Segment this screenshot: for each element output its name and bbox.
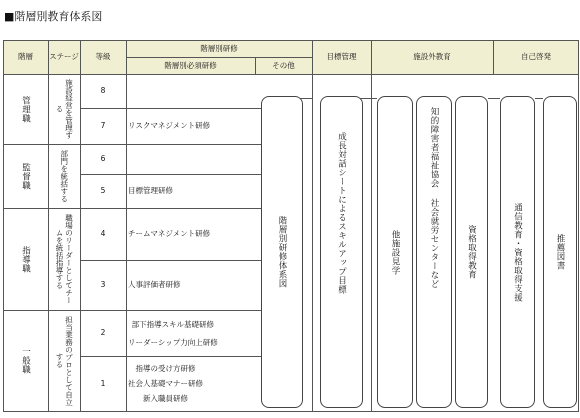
- training-buka-shido: 部下指導スキル基礎研修: [131, 319, 215, 329]
- header-stage: ステージ: [49, 52, 79, 61]
- header-kaisobetsu-kenshu: 階層別研修: [200, 43, 238, 53]
- grade-6: 6: [100, 154, 106, 163]
- header-sonota: その他: [272, 60, 295, 70]
- stage-kantoku: 部門を統括する: [59, 149, 69, 203]
- training-list-grade1: [126, 356, 255, 411]
- pill-seicho-taiwa-sheet: 成長対話シートによるスキルアップ目標: [320, 96, 363, 408]
- pill-shikaku-shutoku-kyoiku: 資格取得教育: [455, 96, 488, 408]
- grade-4: 4: [100, 229, 106, 238]
- header-kaiso: 階層: [18, 52, 33, 61]
- pill-tsushin-kyoiku: 通信教育・資格取得支援: [500, 96, 535, 408]
- kaiso-kantoku: 監督職: [20, 162, 31, 190]
- header-shisetsugai: 施設外教育: [413, 52, 451, 61]
- training-shido-ukekata: 指導の受け方研修: [135, 364, 196, 373]
- grade-3: 3: [100, 280, 106, 289]
- header-tokyu: 等級: [95, 52, 111, 61]
- header-hissu: 階層別必須研修: [164, 60, 217, 70]
- training-shinnyu: 新入職員研修: [143, 394, 188, 403]
- training-leadership: リーダーシップ力向上研修: [128, 337, 218, 347]
- kaiso-ippan: 一般職: [20, 347, 31, 374]
- training-jinji-hyokasha: 人事評価者研修: [128, 280, 181, 289]
- training-mokuhyo-kanri: 目標管理研修: [128, 186, 173, 195]
- stage-ippan: 担当業務のプロとして自立する: [55, 315, 74, 406]
- grade-1: 1: [100, 378, 106, 388]
- grade-8: 8: [100, 86, 106, 95]
- stage-kanri: 施設経営を管理する: [55, 79, 74, 139]
- training-list-grade2: [126, 310, 255, 356]
- kaiso-kanri: 管理職: [20, 95, 31, 123]
- header-jiko: 自己啓発: [521, 52, 551, 61]
- pill-suisen-tosho: 推薦図書: [543, 96, 577, 408]
- header-mokuhyo: 目標管理: [326, 52, 357, 61]
- education-system-table: [3, 40, 579, 412]
- training-team-management: チームマネジメント研修: [128, 229, 211, 238]
- pill-chiteki-shogaisha-kyokai: 知的障害者福祉協会 社会就労センターなど: [416, 96, 452, 408]
- pill-kaisobetsu-kenshu-taikeizu: 階層別研修体系図: [261, 96, 303, 408]
- page-title: ■階層別教育体系図: [4, 10, 103, 23]
- training-risk-management: リスクマネジメント研修: [128, 121, 211, 130]
- kaiso-shido: 指導職: [20, 245, 31, 273]
- grade-7: 7: [100, 121, 106, 130]
- grade-2: 2: [100, 328, 106, 337]
- training-shakaijin-manner: 社会人基礎マナー研修: [128, 379, 203, 388]
- stage-shido: 職場のリーダーとしてチームを統括指導する: [55, 214, 74, 304]
- grade-5: 5: [100, 186, 106, 195]
- pill-tashisetsu-kengaku: 他施設見学: [377, 96, 413, 408]
